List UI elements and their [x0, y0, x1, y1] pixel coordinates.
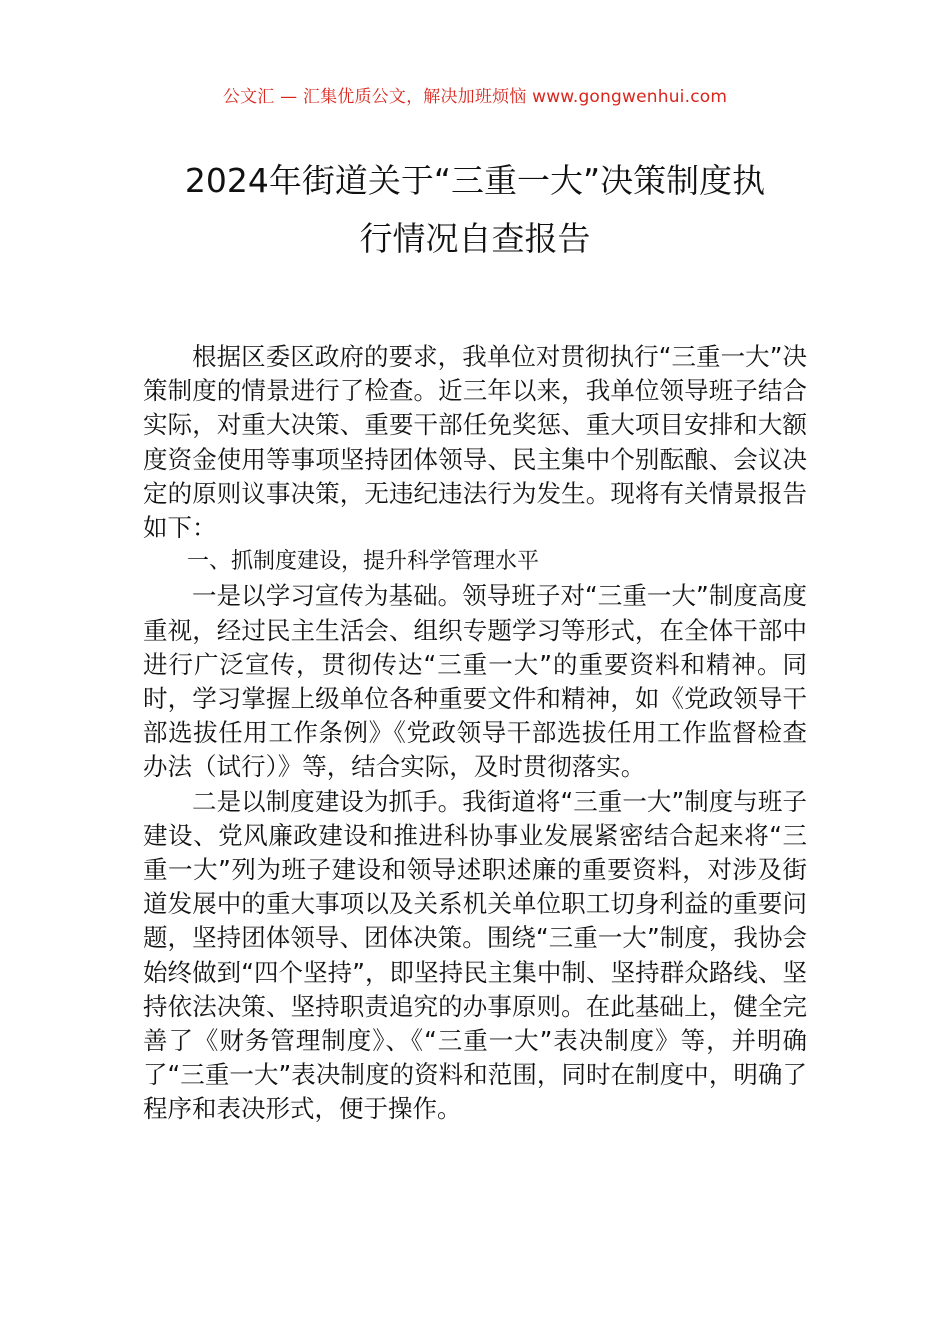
- document-body: [143, 340, 807, 1127]
- title-line-2: 行情况自查报告: [359, 219, 591, 258]
- document-title: [110, 152, 840, 268]
- paragraph-point-2: 二是以制度建设为抓手。我街道将“三重一大”制度与班子建设、党风廉政建设和推进科协事业发展紧密结合起来将“三重一大”列为班子建设和领导述职述廉的重要资料，对涉及街道发展中的重大事项以及关系机关单位职工切身利益的重要问题，坚持团体领导、团体决策。围绕“三重一大”制度，我协会始终做到“四个坚持”，即坚持民主集中制、坚持群众路线、坚持依法决策、坚持职责追究的办事原则。在此基础上，健全完善了《财务管理制度》、《“三重一大”表决制度》等，并明确了“三重一大”表决制度的资料和范围，同时在制度中，明确了程序和表决形式，便于操作。: [143, 786, 807, 1124]
- paragraph-point-1: 一是以学习宣传为基础。领导班子对“三重一大”制度高度重视，经过民主生活会、组织专题学习等形式，在全体干部中进行广泛宣传，贯彻传达“三重一大”的重要资料和精神。同时，学习掌握上级单位各种重要文件和精神，如《党政领导干部选拔任用工作条例》《党政领导干部选拔任用工作监督检查办法（试行）》等，结合实际，及时贯彻落实。: [143, 581, 807, 782]
- site-banner: 公文汇 — 汇集优质公文，解决加班烦恼 www.gongwenhui.com: [222, 87, 728, 107]
- paragraph-intro: 根据区委区政府的要求，我单位对贯彻执行“三重一大”决策制度的情景进行了检查。近三年以来，我单位领导班子结合实际，对重大决策、重要干部任免奖惩、重大项目安排和大额度资金使用等事项坚持团体领导、民主集中个别酝酿、会议决定的原则议事决策，无违纪违法行为发生。现将有关情景报告如下：: [143, 342, 807, 543]
- title-line-1: 2024年街道关于“三重一大”决策制度执: [184, 161, 766, 200]
- section-heading-1: 一、抓制度建设，提升科学管理水平: [187, 549, 540, 575]
